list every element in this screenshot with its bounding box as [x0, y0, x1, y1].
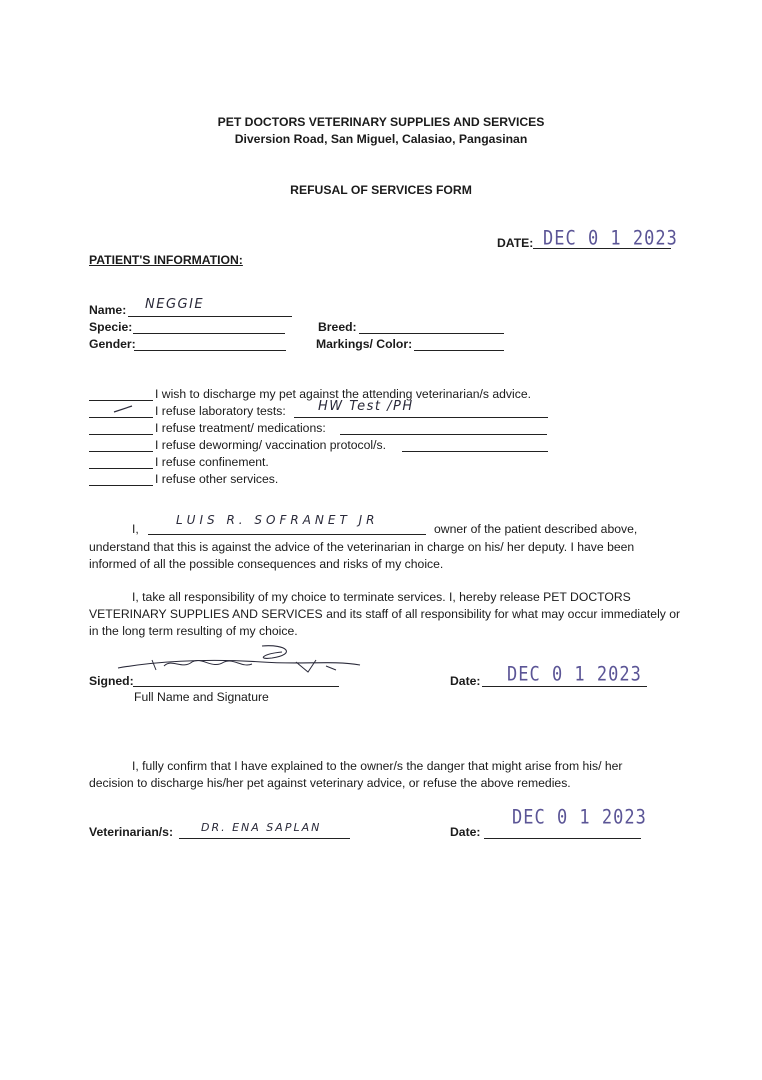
- name-label: Name:: [89, 303, 127, 317]
- breed-line: [359, 319, 504, 334]
- statement-line2: understand that this is against the advice of the veterinarian in charge on his/ her deputy. I have been: [89, 540, 635, 554]
- checkmark-icon: [112, 402, 136, 414]
- option-text: I refuse confinement.: [155, 455, 269, 469]
- date-stamp: DEC 0 1 2023: [543, 227, 678, 250]
- release-line2: VETERINARY SUPPLIES AND SERVICES and its staff of all responsibility for what may occur immediately or: [89, 607, 681, 621]
- deworming-line: [402, 437, 548, 452]
- signature-line: [133, 672, 339, 687]
- patient-section-title: PATIENT'S INFORMATION:: [89, 253, 243, 267]
- statement-prefix: I,: [132, 522, 139, 536]
- veterinarian-label: Veterinarian/s:: [89, 825, 173, 839]
- option-blank: [89, 454, 153, 469]
- form-title: REFUSAL OF SERVICES FORM: [290, 183, 472, 197]
- treatment-line: [340, 420, 547, 435]
- option-text: I wish to discharge my pet against the attending veterinarian/s advice.: [155, 387, 531, 401]
- option-blank: [89, 420, 153, 435]
- release-line3: in the long term resulting of my choice.: [89, 624, 298, 638]
- option-blank: [89, 471, 153, 486]
- veterinarian-name-handwritten: DR. ENA SAPLAN: [201, 821, 322, 834]
- signed-date-stamp: DEC 0 1 2023: [507, 663, 642, 686]
- patient-name-handwritten: NEGGIE: [145, 297, 205, 312]
- signed-date-label: Date:: [450, 674, 481, 688]
- lab-test-note-handwritten: HW Test /PH: [318, 399, 414, 414]
- release-line1: I, take all responsibility of my choice to terminate services. I, hereby release PET DOCTORS: [132, 590, 631, 604]
- owner-name-handwritten: LUIS R. SOFRANET JR: [176, 513, 379, 527]
- confirmation-line1: I, fully confirm that I have explained to the owner/s the danger that might arise from his/ her: [132, 759, 623, 773]
- option-text: I refuse treatment/ medications:: [155, 421, 326, 435]
- option-blank: [89, 386, 153, 401]
- option-blank: [89, 437, 153, 452]
- markings-line: [414, 336, 504, 351]
- signed-label: Signed:: [89, 674, 134, 688]
- option-text: I refuse laboratory tests:: [155, 404, 286, 418]
- statement-suffix: owner of the patient described above,: [434, 522, 638, 536]
- breed-label: Breed:: [318, 320, 357, 334]
- company-address: Diversion Road, San Miguel, Calasiao, Pangasinan: [234, 132, 528, 146]
- markings-label: Markings/ Color:: [316, 337, 413, 351]
- option-text: I refuse other services.: [155, 472, 279, 486]
- specie-line: [133, 319, 285, 334]
- gender-label: Gender:: [89, 337, 136, 351]
- gender-line: [134, 336, 286, 351]
- specie-label: Specie:: [89, 320, 133, 334]
- veterinarian-date-stamp: DEC 0 1 2023: [512, 806, 647, 829]
- signature-caption: Full Name and Signature: [134, 690, 269, 704]
- statement-line3: informed of all the possible consequences and risks of my choice.: [89, 557, 444, 571]
- date-label: DATE:: [497, 236, 534, 250]
- confirmation-line2: decision to discharge his/her pet against veterinary advice, or refuse the above remedies.: [89, 776, 571, 790]
- option-text: I refuse deworming/ vaccination protocol/s.: [155, 438, 386, 452]
- company-name: PET DOCTORS VETERINARY SUPPLIES AND SERVICES: [217, 115, 545, 129]
- veterinarian-date-label: Date:: [450, 825, 481, 839]
